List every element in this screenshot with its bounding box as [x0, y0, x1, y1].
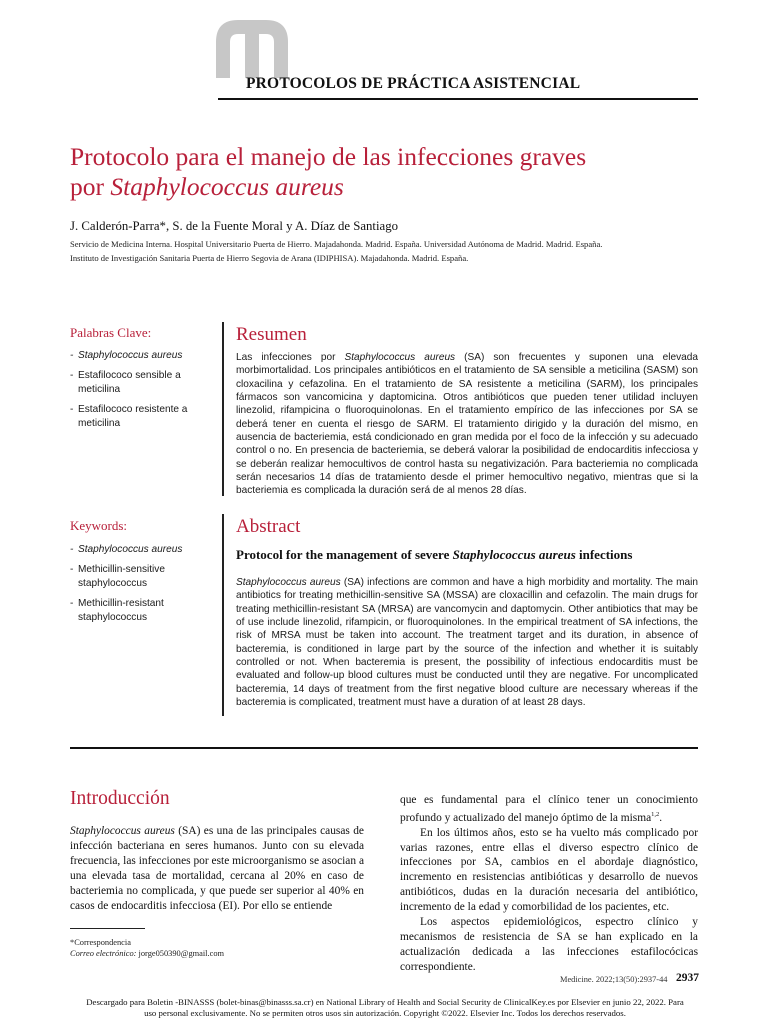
correspondence-note: *Correspondencia — [70, 938, 131, 947]
keyword-item: - Staphylococcus aureus — [70, 349, 210, 362]
footnote-rule — [70, 928, 145, 929]
journal-citation: Medicine. 2022;13(50):2937-44 — [560, 975, 668, 984]
abstract-rule — [222, 514, 224, 716]
authors: J. Calderón-Parra*, S. de la Fuente Moral y A. Díaz de Santiago — [70, 219, 399, 233]
resumen-text: Las infecciones por Staphylococcus aureus (SA) son frecuentes y suponen una elevada morbimortalidad. Los principales antibióticos en el tratamiento de SA sensible a meticilina (SASM) son cloxacilina y cefazolina. En el tratamiento de SA resistente a meticilina (SARM), los principales fármacos son vancomicina y daptomicina. Otros antibióticos que pueden tener utilidad incluyen linezolid, rifampicina o fluoroquinolonas. En el tratamiento empírico de las infecciones por SA se deberá tener en cuenta el riesgo de SARM. El tratamiento dirigido y la duración del mismo, en ausencia de bacteriemia, está condicionado en gran medida por el foco de la infección y su adecuado control o no. En presencia de bacteriemia, se deberá valorar la posibilidad de endocarditis infecciosa y se deberán realizar hemocultivos de control hasta su negativización. Para bacteriemia no complicada serán necesarios 14 días de tratamiento desde el primer hemocultivo negativo, mientras que si la bacteriemia es complicada la duración será de al menos 28 días. — [236, 352, 698, 497]
article-title — [70, 142, 720, 202]
title-line-2 — [70, 172, 720, 202]
affiliation-2: Instituto de Investigación Sanitaria Puerta de Hierro Segovia de Arana (IDIPHISA). Majadahonda. Madrid. España. — [70, 253, 469, 263]
page-number: 2937 — [676, 972, 699, 984]
keyword-item: - Staphylococcus aureus — [70, 543, 210, 556]
intro-left-column: Staphylococcus aureus (SA) es una de las principales causas de infección bacteriana en seres humanos. Junto con su elevada frecuencia, las infecciones por este microorganismo se asocian a una elevada tasa de mortalidad, cercana al 20% en caso de bacteriemia no complicada, y que puede ser superior al 40% en casos de endocarditis infecciosa (EI). Por ello se entiende — [70, 825, 364, 912]
intro-paragraph: En los últimos años, esto se ha vuelto más complicado por varias razones, entre ellas el diverso espectro clínico de infecciones por SA, cambios en el abordaje diagnóstico, incremento en resistencias antibióticas y desarrollo de nuevos antibióticos, dudas en la duración necesaria del antibiótico, incremento de la edad y comorbilidad de los pacientes, etc. — [400, 826, 698, 914]
intro-paragraph: que es fundamental para el clínico tener un conocimiento profundo y actualizado del manejo óptimo de la misma$^{1,2}$. — [400, 794, 698, 824]
palabras-clave-list — [70, 349, 210, 437]
journal-logo — [216, 20, 288, 78]
introduccion-heading: Introducción — [70, 788, 170, 809]
keyword-item: - Estafilococo sensible a meticilina — [70, 369, 210, 396]
keyword-item: - Methicillin-sensitive staphylococcus — [70, 563, 210, 590]
resumen-heading: Resumen — [236, 324, 307, 345]
intro-right-column — [400, 793, 698, 975]
header-rule — [218, 98, 698, 100]
section-label: PROTOCOLOS DE PRÁCTICA ASISTENCIAL — [246, 75, 581, 92]
abstract-subtitle: Protocol for the management of severe Staphylococcus aureus infections — [236, 547, 633, 562]
resumen-rule — [222, 322, 224, 496]
keyword-item: - Estafilococo resistente a meticilina — [70, 403, 210, 430]
intro-paragraph: Los aspectos epidemiológicos, espectro clínico y mecanismos de resistencia de SA se han explicado en la actualización dedicada a las infecciones estafilocócicas correspondiente. — [400, 916, 698, 973]
palabras-clave-heading: Palabras Clave: — [70, 325, 152, 340]
section-divider — [70, 747, 698, 749]
title-italic: Staphylococcus aureus — [110, 172, 344, 201]
title-line-1: Protocolo para el manejo de las infecciones graves — [70, 142, 587, 171]
abstract-heading: Abstract — [236, 516, 301, 537]
email-note: Correo electrónico: jorge050390@gmail.com — [70, 949, 225, 958]
keyword-item: - Methicillin-resistant staphylococcus — [70, 597, 210, 624]
keywords-list — [70, 543, 210, 631]
abstract-text: Staphylococcus aureus (SA) infections are common and have a high morbidity and mortality. The main antibiotics for treating methicillin-sensitive SA (MSSA) are cloxacillin and cefazolin. The main drugs for treating methicillin-resistant SA (MRSA) are vancomycin and daptomycin. Other antibiotics that may be of use include linezolid, rifampicin, or fluoroquinolones. In the empirical treatment of SA infections, the risk of MRSA must be taken into account. The treatment target and its duration, in absence of bacteremia, is conditioned in large part by the source of the infection and whether it is suitably controlled or not. When bacteremia is present, the possibility of infectious endocarditis must be evaluated and follow-up blood cultures must be conducted until they are negative. For uncomplicated bacteremia, 14 days of treatment from the first negative blood culture are necessary whereas if the bacteremia is complicated, treatment must have a duration of at least 28 days. — [236, 577, 698, 709]
download-notice: Descargado para Boletin -BINASSS (bolet-binas@binasss.sa.cr) en National Library of Health and Social Security de ClinicalKey.es por Elsevier en junio 22, 2022. Para uso personal exclusivamente. No se permiten otros usos sin autorización. Copyright ©2022. Elsevier Inc. Todos los derechos reservados. — [86, 997, 684, 1018]
affiliation-1: Servicio de Medicina Interna. Hospital Universitario Puerta de Hierro. Majadahonda. Madrid. España. Universidad Autónoma de Madrid. Madrid. España. — [70, 239, 603, 249]
keywords-heading: Keywords: — [70, 518, 128, 533]
title-prefix: por — [70, 172, 111, 201]
